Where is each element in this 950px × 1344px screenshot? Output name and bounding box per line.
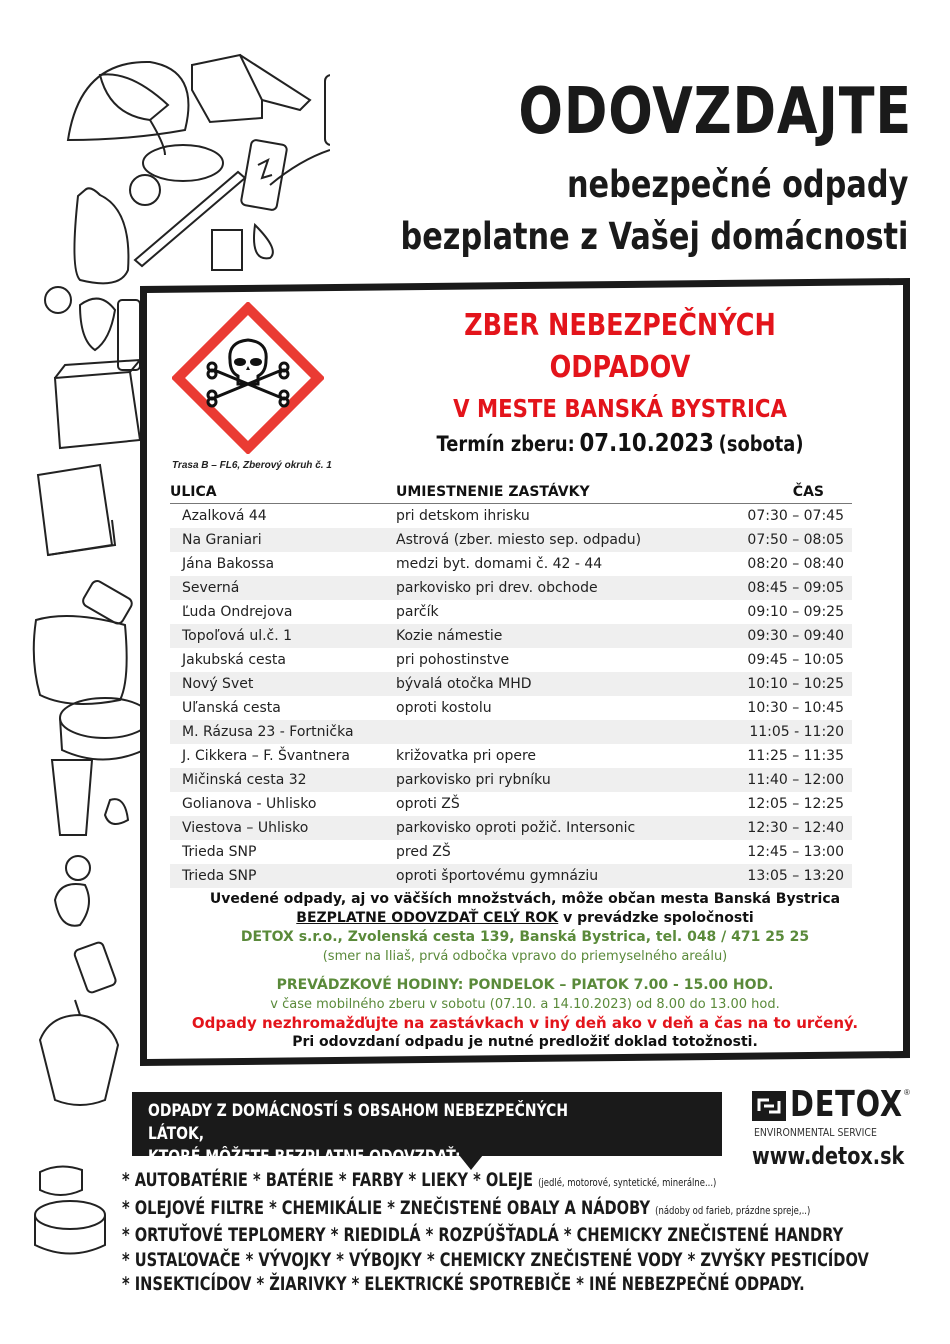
waste-list-line bbox=[122, 1168, 738, 1196]
logo-tagline: ENVIRONMENTAL SERVICE bbox=[754, 1126, 877, 1139]
column-header-location: UMIESTNENIE ZASTÁVKY bbox=[396, 482, 726, 504]
time-cell: 12:05 – 12:25 bbox=[747, 796, 844, 812]
street-cell: Azalková 44 bbox=[182, 508, 267, 524]
waste-items-2-note: (nádoby od farieb, prázdne spreje,..) bbox=[655, 1203, 811, 1217]
time-cell: 10:30 – 10:45 bbox=[747, 700, 844, 716]
location-cell: oproti športovému gymnáziu bbox=[396, 864, 726, 888]
location-cell: pri pohostinstve bbox=[396, 652, 510, 668]
waste-items-1-note: (jedlé, motorové, syntetické, minerálne...) bbox=[538, 1176, 717, 1189]
street-cell: J. Cikkera – F. Švantnera bbox=[182, 748, 350, 764]
street-cell: Nový Svet bbox=[170, 672, 396, 696]
table-row bbox=[170, 696, 852, 720]
logo-name: DETOX bbox=[790, 1084, 903, 1125]
street-cell: Jakubská cesta bbox=[182, 652, 287, 668]
header-subtitle-line1: nebezpečné odpady bbox=[566, 163, 908, 206]
time-cell: 11:25 – 11:35 bbox=[747, 748, 844, 764]
free-disposal-emphasis: BEZPLATNE ODOVZDAŤ CELÝ ROK bbox=[296, 910, 559, 926]
street-cell: Mičinská cesta 32 bbox=[170, 768, 396, 792]
collection-schedule-table bbox=[170, 482, 852, 888]
time-cell: 08:45 – 09:05 bbox=[726, 576, 852, 600]
location-cell: Kozie námestie bbox=[396, 624, 726, 648]
location-cell: parkovisko pri drev. obchode bbox=[396, 576, 726, 600]
waste-list-line bbox=[122, 1196, 811, 1224]
accepted-waste-list bbox=[122, 1168, 922, 1297]
waste-items-1: * AUTOBATÉRIE * BATÉRIE * FARBY * LIEKY * OLEJE bbox=[122, 1169, 539, 1191]
location-cell: parkovisko pri rybníku bbox=[396, 768, 726, 792]
table-row bbox=[170, 648, 852, 672]
street-cell: M. Rázusa 23 - Fortnička bbox=[170, 720, 396, 744]
column-header-time: ČAS bbox=[726, 482, 852, 504]
street-cell: Uľanská cesta bbox=[182, 700, 281, 716]
waste-list-line: * ORTUŤOVÉ TEPLOMERY * RIEDIDLÁ * ROZPÚŠŤADLÁ * CHEMICKY ZNEČISTENÉ HANDRY bbox=[122, 1224, 844, 1246]
street-cell: Trieda SNP bbox=[170, 864, 396, 888]
location-cell: parkovisko oproti požič. Intersonic bbox=[396, 816, 726, 840]
time-cell: 09:10 – 09:25 bbox=[747, 604, 844, 620]
street-cell: Severná bbox=[170, 576, 396, 600]
header-subtitle-line2: bezplatne z Vašej domácnosti bbox=[400, 215, 908, 258]
notice-city: V MESTE BANSKÁ BYSTRICA bbox=[453, 394, 787, 423]
table-row bbox=[170, 528, 852, 552]
table-row bbox=[170, 840, 852, 864]
location-cell bbox=[396, 720, 726, 744]
waste-list-banner-text bbox=[148, 1100, 607, 1169]
column-header-street: ULICA bbox=[170, 482, 396, 504]
time-cell: 09:30 – 09:40 bbox=[726, 624, 852, 648]
collection-date bbox=[374, 428, 867, 457]
collection-date-day: (sobota) bbox=[718, 432, 804, 456]
table-row bbox=[170, 576, 852, 600]
header-title: ODOVZDAJTE bbox=[518, 75, 912, 149]
street-cell: Topoľová ul.č. 1 bbox=[170, 624, 396, 648]
collection-date-label: Termín zberu: bbox=[436, 432, 575, 456]
table-row bbox=[170, 768, 852, 792]
table-header-row bbox=[170, 482, 852, 504]
location-cell: pri detskom ihrisku bbox=[396, 508, 530, 524]
website-link[interactable]: www.detox.sk bbox=[752, 1142, 905, 1170]
notice-title-line2: ODPADOV bbox=[549, 350, 691, 385]
street-cell: Trieda SNP bbox=[182, 844, 257, 860]
street-cell: Viestova – Uhlisko bbox=[170, 816, 396, 840]
location-cell: oproti ZŠ bbox=[396, 796, 460, 812]
location-cell: pred ZŠ bbox=[396, 844, 451, 860]
table-row bbox=[170, 672, 852, 696]
location-cell: križovatka pri opere bbox=[396, 748, 537, 764]
skull-crossbones-hazard-icon bbox=[172, 302, 324, 454]
waste-list-line: * INSEKTICÍDOV * ŽIARIVKY * ELEKTRICKÉ SPOTREBIČE * INÉ NEBEZPEČNÉ ODPADY. bbox=[122, 1273, 805, 1295]
banner-line1: ODPADY Z DOMÁCNOSTÍ S OBSAHOM NEBEZPEČNÝCH LÁTOK, bbox=[148, 1101, 569, 1144]
waste-items-2: * OLEJOVÉ FILTRE * CHEMIKÁLIE * ZNEČISTENÉ OBALY A NÁDOBY bbox=[122, 1196, 656, 1219]
table-row bbox=[170, 744, 852, 768]
time-cell: 10:10 – 10:25 bbox=[726, 672, 852, 696]
notice-title-line1: ZBER NEBEZPEČNÝCH bbox=[464, 308, 776, 343]
company-address: DETOX s.r.o., Zvolenská cesta 139, Banská Bystrica, tel. 048 / 471 25 25 bbox=[240, 929, 810, 945]
street-cell: Na Graniari bbox=[170, 528, 396, 552]
waste-list-line: * USTAĽOVAČE * VÝVOJKY * VÝBOJKY * CHEMICKY ZNEČISTENÉ VODY * ZVYŠKY PESTICÍDOV bbox=[122, 1248, 869, 1271]
time-cell: 11:05 - 11:20 bbox=[726, 720, 852, 744]
location-cell: oproti kostolu bbox=[396, 700, 492, 716]
mobile-collection-hours: v čase mobilného zberu v sobotu (07.10. a 14.10.2023) od 8.00 do 13.00 hod. bbox=[270, 997, 780, 1012]
table-row bbox=[170, 864, 852, 888]
table-row bbox=[170, 792, 852, 816]
time-cell: 08:20 – 08:40 bbox=[747, 556, 844, 572]
opening-hours: PREVÁDZKOVÉ HODINY: PONDELOK – PIATOK 7.00 - 15.00 HOD. bbox=[276, 977, 774, 993]
table-row bbox=[170, 816, 852, 840]
table-row bbox=[170, 720, 852, 744]
street-cell: Jána Bakossa bbox=[182, 556, 275, 572]
registered-mark: ® bbox=[904, 1088, 910, 1097]
table-row bbox=[170, 552, 852, 576]
time-cell: 11:40 – 12:00 bbox=[726, 768, 852, 792]
time-cell: 12:30 – 12:40 bbox=[726, 816, 852, 840]
location-cell: parčík bbox=[396, 604, 439, 620]
collection-date-value: 07.10.2023 bbox=[579, 428, 714, 457]
note-free-disposal bbox=[150, 909, 900, 928]
note-year-round: Uvedené odpady, aj vo väčších množstvách, môže občan mesta Banská Bystrica bbox=[209, 891, 841, 907]
table-row bbox=[170, 504, 852, 529]
detox-logo-icon bbox=[752, 1091, 786, 1121]
street-cell: Ľuda Ondrejova bbox=[182, 604, 293, 620]
location-cell: Astrová (zber. miesto sep. odpadu) bbox=[396, 528, 726, 552]
free-disposal-rest: v prevádzke spoločnosti bbox=[558, 910, 754, 926]
notes-section bbox=[150, 890, 900, 1052]
table-row bbox=[170, 624, 852, 648]
time-cell: 12:45 – 13:00 bbox=[747, 844, 844, 860]
time-cell: 09:45 – 10:05 bbox=[747, 652, 844, 668]
time-cell: 13:05 – 13:20 bbox=[726, 864, 852, 888]
location-cell: medzi byt. domami č. 42 - 44 bbox=[396, 556, 603, 572]
location-cell: bývalá otočka MHD bbox=[396, 672, 726, 696]
time-cell: 07:30 – 07:45 bbox=[747, 508, 844, 524]
street-cell: Golianova - Uhlisko bbox=[182, 796, 317, 812]
time-cell: 07:50 – 08:05 bbox=[726, 528, 852, 552]
warning-note: Odpady nezhromažďujte na zastávkach v iný deň ako v deň a čas na to určený. bbox=[191, 1014, 859, 1032]
company-directions: (smer na Iliaš, prvá odbočka vpravo do priemyselného areálu) bbox=[322, 949, 728, 964]
table-row bbox=[170, 600, 852, 624]
route-info: Trasa B – FL6, Zberový okruh č. 1 bbox=[172, 460, 332, 471]
banner-line2: KTORÉ MÔŽETE BEZPLATNE ODOVZDAŤ: bbox=[148, 1147, 461, 1167]
id-requirement-note: Pri odovzdaní odpadu je nutné predložiť doklad totožnosti. bbox=[292, 1034, 758, 1050]
